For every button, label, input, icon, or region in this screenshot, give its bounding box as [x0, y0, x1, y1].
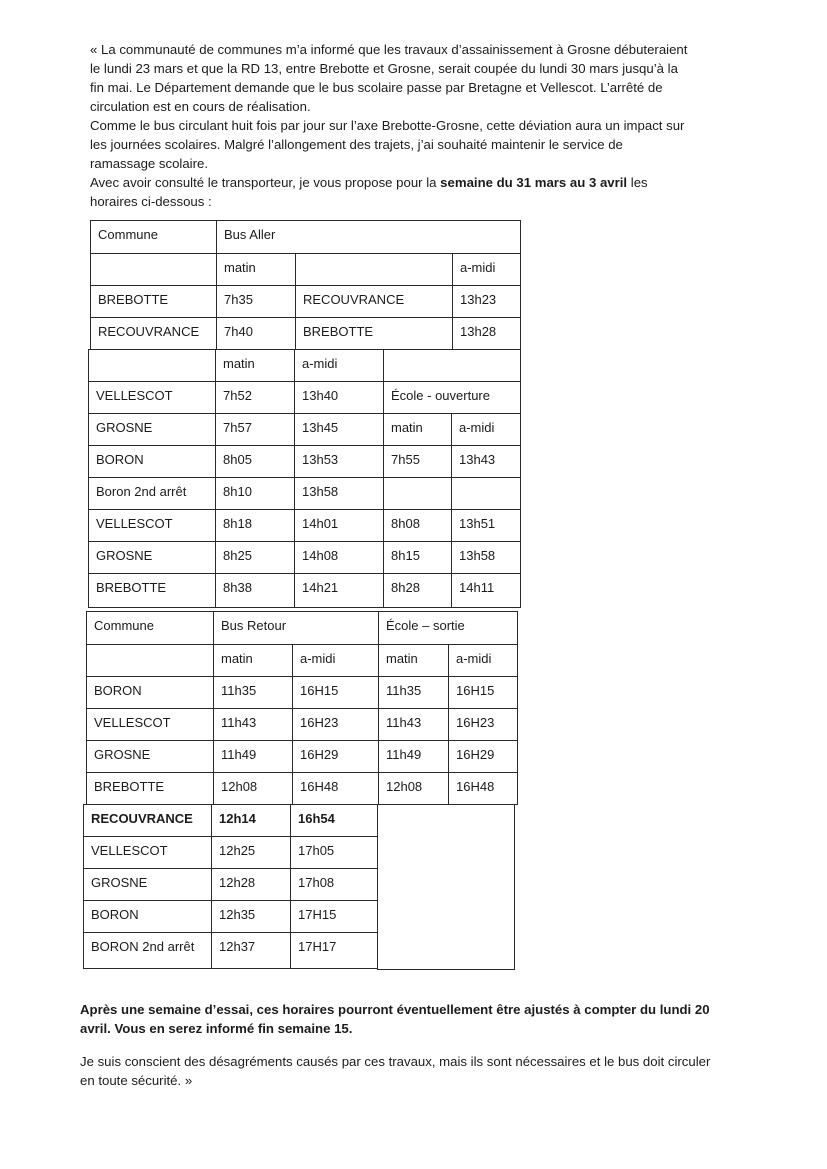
- aller-b-amidi: 14h01: [294, 509, 384, 542]
- header-ecole-ouverture: École - ouverture: [383, 381, 521, 414]
- empty-cell: [90, 253, 217, 286]
- aller-b-commune: Boron 2nd arrêt: [88, 477, 216, 510]
- retour-amidi: 17h08: [290, 868, 378, 901]
- retour-commune: BORON: [86, 676, 214, 709]
- header-commune: Commune: [90, 220, 217, 254]
- header-bus-aller: Bus Aller: [216, 220, 521, 254]
- aller-b-commune: GROSNE: [88, 541, 216, 574]
- aller-b-matin: 7h52: [215, 381, 295, 414]
- header-matin: matin: [215, 349, 295, 382]
- retour-matin: 12h08: [213, 772, 293, 805]
- retour-commune: RECOUVRANCE: [83, 804, 212, 837]
- aller-b-matin: 7h57: [215, 413, 295, 446]
- aller-b-matin: 8h38: [215, 573, 295, 608]
- aller-a-commune: BREBOTTE: [90, 285, 217, 318]
- retour-amidi: 16H48: [292, 772, 379, 805]
- aller-b-amidi: 13h58: [294, 477, 384, 510]
- retour-ecole-amidi: 16H23: [448, 708, 518, 741]
- retour-commune: BREBOTTE: [86, 772, 214, 805]
- aller-b-amidi: 13h45: [294, 413, 384, 446]
- empty-cell: [295, 253, 453, 286]
- retour-commune: VELLESCOT: [83, 836, 212, 869]
- retour-amidi: 17H15: [290, 900, 378, 933]
- retour-matin: 12h25: [211, 836, 291, 869]
- aller-b-amidi: 14h08: [294, 541, 384, 574]
- header-ecole-matin: matin: [383, 413, 452, 446]
- aller-b-ecole-amidi: 14h11: [451, 573, 521, 608]
- header-ecole-matin: matin: [378, 644, 449, 677]
- empty-cell: [377, 804, 515, 970]
- retour-matin: 12h35: [211, 900, 291, 933]
- retour-matin: 12h28: [211, 868, 291, 901]
- header-ecole-amidi: a-midi: [451, 413, 521, 446]
- retour-commune: GROSNE: [83, 868, 212, 901]
- header-matin: matin: [213, 644, 293, 677]
- closing-notice: Après une semaine d’essai, ces horaires pourront éventuellement être ajustés à compter du lundi 20 avril. Vous en serez informé fin semaine 15.: [80, 1002, 710, 1036]
- retour-ecole-amidi: 16H15: [448, 676, 518, 709]
- aller-b-commune: VELLESCOT: [88, 381, 216, 414]
- header-amidi: a-midi: [452, 253, 521, 286]
- aller-b-commune: VELLESCOT: [88, 509, 216, 542]
- retour-ecole-matin: 11h43: [378, 708, 449, 741]
- aller-a-matin: 7h40: [216, 317, 296, 350]
- retour-ecole-matin: 12h08: [378, 772, 449, 805]
- header-amidi: a-midi: [294, 349, 384, 382]
- retour-amidi: 17h05: [290, 836, 378, 869]
- retour-matin: 11h43: [213, 708, 293, 741]
- aller-b-ecole-matin: 8h15: [383, 541, 452, 574]
- aller-b-ecole-amidi: 13h58: [451, 541, 521, 574]
- intro-paragraph-1: « La communauté de communes m’a informé que les travaux d’assainissement à Grosne débuteraient le lundi 23 mars et que la RD 13, entre Brebotte et Grosne, serait coupée du lundi 30 mars jusqu’à la fin mai. Le Département demande que le bus scolaire passe par Bretagne et Vellescot. L’arrêté de circulation est en cours de réalisation.: [90, 42, 688, 114]
- header-bus-retour: Bus Retour: [213, 611, 379, 645]
- empty-cell: [86, 644, 214, 677]
- retour-commune: VELLESCOT: [86, 708, 214, 741]
- retour-ecole-amidi: 16H29: [448, 740, 518, 773]
- aller-a-amidi: 13h28: [452, 317, 521, 350]
- retour-amidi: 16H23: [292, 708, 379, 741]
- aller-b-amidi: 13h40: [294, 381, 384, 414]
- aller-a-matin: 7h35: [216, 285, 296, 318]
- aller-b-ecole-matin: 8h28: [383, 573, 452, 608]
- retour-commune: GROSNE: [86, 740, 214, 773]
- intro-p3-end: les horaires ci-dessous :: [90, 175, 648, 209]
- aller-b-commune: GROSNE: [88, 413, 216, 446]
- empty-cell: [451, 477, 521, 510]
- aller-b-ecole-matin: 7h55: [383, 445, 452, 478]
- header-amidi: a-midi: [292, 644, 379, 677]
- intro-p3-start: Avec avoir consulté le transporteur, je vous propose pour la: [90, 175, 441, 190]
- aller-b-matin: 8h18: [215, 509, 295, 542]
- header-commune: Commune: [86, 611, 214, 645]
- aller-b-commune: BORON: [88, 445, 216, 478]
- retour-commune: BORON: [83, 900, 212, 933]
- empty-cell: [88, 349, 216, 382]
- empty-cell: [383, 477, 452, 510]
- aller-b-ecole-amidi: 13h43: [451, 445, 521, 478]
- aller-b-ecole-amidi: 13h51: [451, 509, 521, 542]
- retour-ecole-matin: 11h35: [378, 676, 449, 709]
- aller-b-amidi: 14h21: [294, 573, 384, 608]
- aller-b-matin: 8h05: [215, 445, 295, 478]
- retour-commune: BORON 2nd arrêt: [83, 932, 212, 969]
- retour-matin: 12h14: [211, 804, 291, 837]
- retour-amidi: 17H17: [290, 932, 378, 969]
- aller-b-ecole-matin: 8h08: [383, 509, 452, 542]
- empty-cell: [383, 349, 521, 382]
- header-matin: matin: [216, 253, 296, 286]
- retour-amidi: 16H29: [292, 740, 379, 773]
- header-ecole-amidi: a-midi: [448, 644, 518, 677]
- intro-p3-week: semaine du 31 mars au 3 avril: [440, 175, 628, 190]
- aller-b-matin: 8h25: [215, 541, 295, 574]
- retour-matin: 11h49: [213, 740, 293, 773]
- aller-a-commune: RECOUVRANCE: [90, 317, 217, 350]
- retour-amidi: 16H15: [292, 676, 379, 709]
- header-ecole-sortie: École – sortie: [378, 611, 518, 645]
- aller-b-commune: BREBOTTE: [88, 573, 216, 608]
- retour-matin: 12h37: [211, 932, 291, 969]
- aller-b-amidi: 13h53: [294, 445, 384, 478]
- aller-a-dest: RECOUVRANCE: [295, 285, 453, 318]
- retour-ecole-matin: 11h49: [378, 740, 449, 773]
- retour-ecole-amidi: 16H48: [448, 772, 518, 805]
- retour-amidi: 16h54: [290, 804, 378, 837]
- aller-a-amidi: 13h23: [452, 285, 521, 318]
- aller-b-matin: 8h10: [215, 477, 295, 510]
- aller-a-dest: BREBOTTE: [295, 317, 453, 350]
- closing-text: Je suis conscient des désagréments causés par ces travaux, mais ils sont nécessaires et le bus doit circuler en toute sécurité. »: [80, 1054, 711, 1088]
- intro-paragraph-2: Comme le bus circulant huit fois par jour sur l’axe Brebotte-Grosne, cette déviation aura un impact sur les journées scolaires. Malgré l’allongement des trajets, j’ai souhaité maintenir le service de ramassage scolaire.: [90, 118, 685, 171]
- retour-matin: 11h35: [213, 676, 293, 709]
